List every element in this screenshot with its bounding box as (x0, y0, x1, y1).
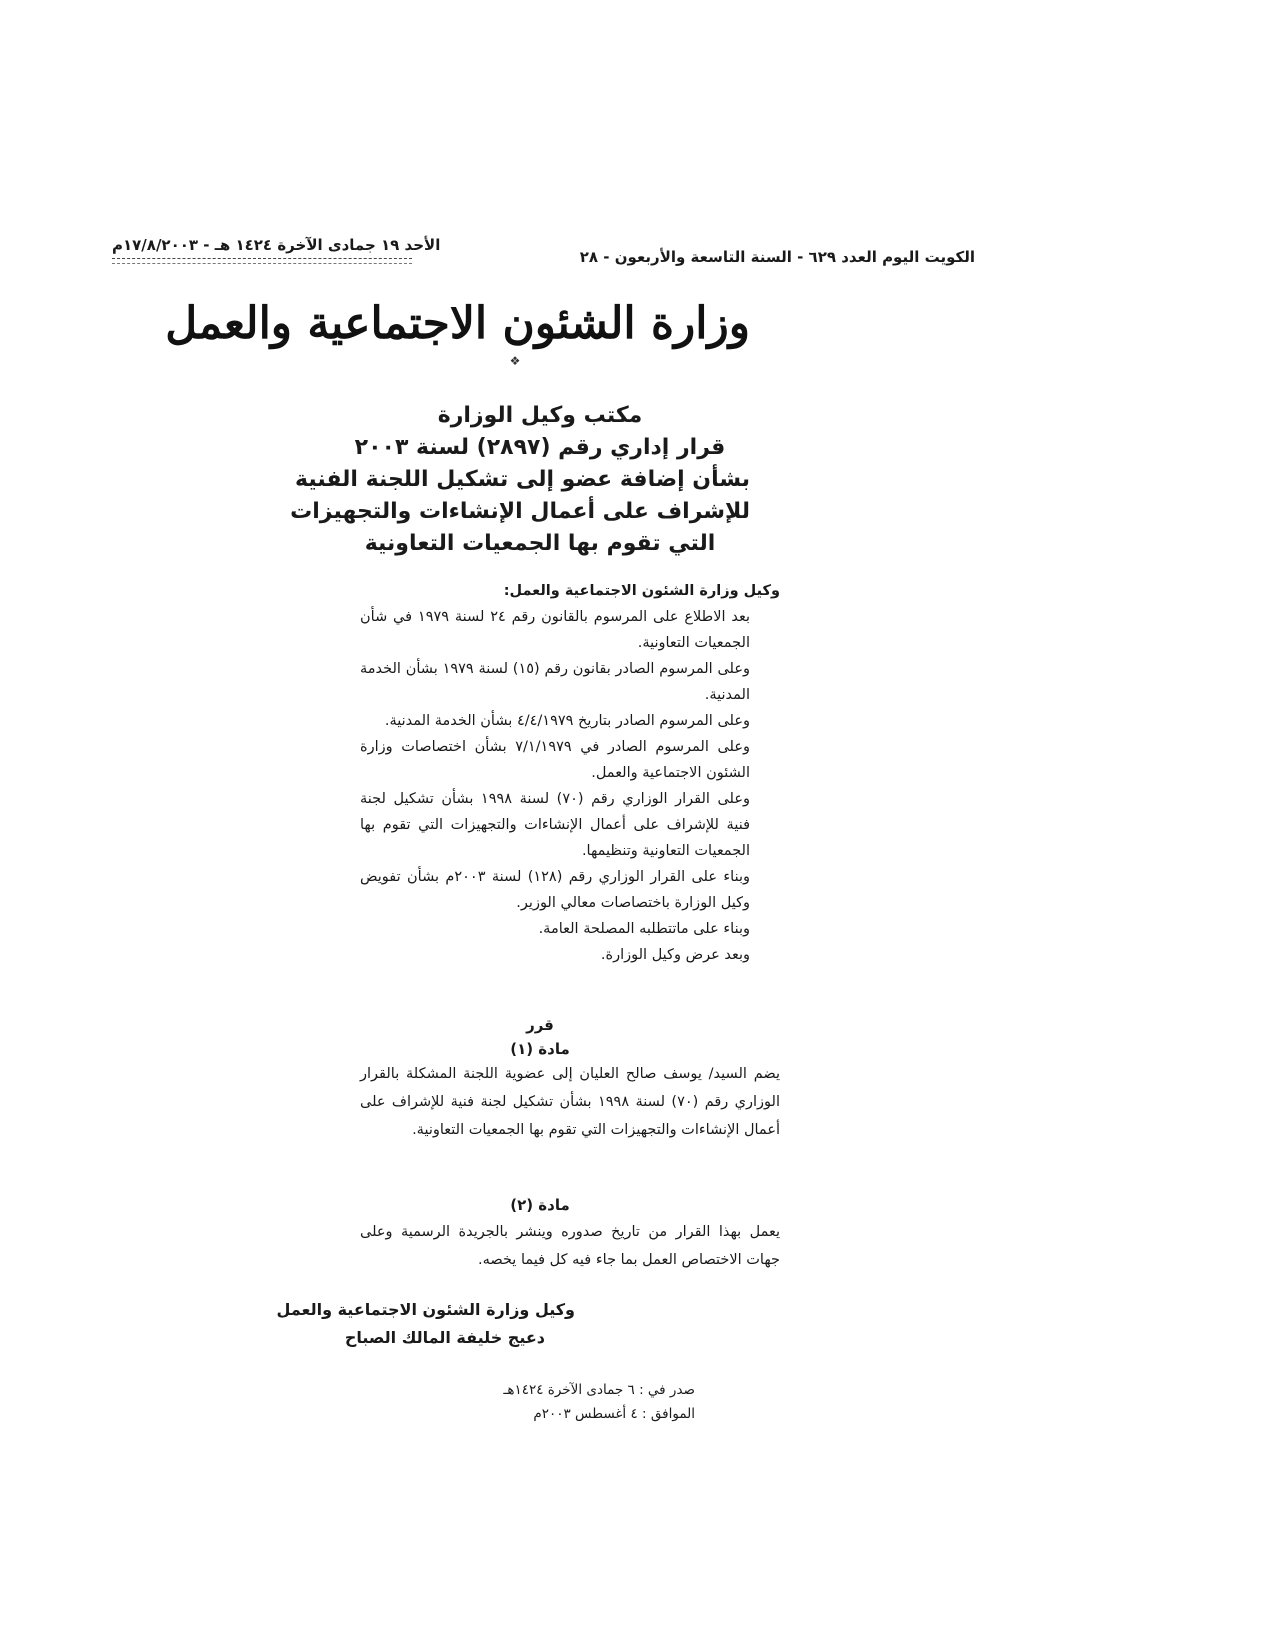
subject-line-1: بشأن إضافة عضو إلى تشكيل اللجنة الفنية (295, 467, 750, 492)
subject-line-2: للإشراف على أعمال الإنشاءات والتجهيزات (290, 499, 750, 524)
preamble-paragraph: وبعد عرض وكيل الوزارة. (600, 947, 750, 963)
preamble-lead: وكيل وزارة الشئون الاجتماعية والعمل: (503, 583, 780, 599)
preamble-paragraph: وعلى المرسوم الصادر في ٧/١/١٩٧٩ بشأن اختصاصات وزارة الشئون الاجتماعية والعمل. (360, 739, 750, 781)
preamble-paragraph: وبناء على القرار الوزاري رقم (١٢٨) لسنة ٢٠٠٣م بشأن تفويض وكيل الوزارة باختصاصات معالي الوزير. (360, 869, 750, 911)
header-issue-info: الكويت اليوم العدد ٦٢٩ - السنة التاسعة والأربعون - ٢٨ (579, 248, 975, 266)
signatory-title: وكيل وزارة الشئون الاجتماعية والعمل (276, 1300, 575, 1319)
ornament-icon: ❖ (509, 354, 521, 368)
article-2-text: يعمل بهذا القرار من تاريخ صدوره وينشر بالجريدة الرسمية وعلى جهات الاختصاص العمل بما جاء فيه كل فيما يخصه. (360, 1224, 780, 1268)
header-date: الأحد ١٩ جمادى الآخرة ١٤٢٤ هـ - ١٧/٨/٢٠٠٣م (112, 236, 441, 254)
decided-heading: قرر (526, 1016, 554, 1034)
issued-gregorian-date: الموافق : ٤ أغسطس ٢٠٠٣م (533, 1406, 695, 1422)
signature-block (275, 1296, 575, 1352)
article-1-heading: مادة (١) (510, 1040, 570, 1058)
subject-line-3: التي تقوم بها الجمعيات التعاونية (364, 531, 716, 556)
signatory-name: دعيج خليفة المالك الصباح (344, 1328, 545, 1347)
office-name: مكتب وكيل الوزارة (437, 403, 643, 428)
article-2-heading: مادة (٢) (510, 1196, 570, 1214)
header-divider-secondary (112, 263, 412, 264)
preamble-paragraph: وبناء على ماتتطلبه المصلحة العامة. (538, 921, 750, 937)
preamble (360, 578, 780, 968)
decree-title (290, 400, 750, 560)
issued-hijri-date: صدر في : ٦ جمادى الآخرة ١٤٢٤هـ (503, 1382, 695, 1398)
decree-number: قرار إداري رقم (٢٨٩٧) لسنة ٢٠٠٣ (354, 435, 726, 460)
preamble-paragraph: وعلى القرار الوزاري رقم (٧٠) لسنة ١٩٩٨ بشأن تشكيل لجنة فنية للإشراف على أعمال الإنشاءات والتجهيزات التي تقوم بها الجمعيات التعاونية وتنظيمها. (360, 791, 750, 859)
ministry-name: وزارة الشئون الاجتماعية والعمل (165, 298, 750, 349)
preamble-paragraph: وعلى المرسوم الصادر بقانون رقم (١٥) لسنة ١٩٧٩ بشأن الخدمة المدنية. (360, 661, 750, 703)
preamble-paragraph: وعلى المرسوم الصادر بتاريخ ٤/٤/١٩٧٩ بشأن الخدمة المدنية. (384, 713, 750, 729)
article-1-text: يضم السيد/ يوسف صالح العليان إلى عضوية اللجنة المشكلة بالقرار الوزاري رقم (٧٠) لسنة ١٩٩٨ بشأن تشكيل لجنة فنية للإشراف على أعمال الإنشاءات والتجهيزات التي تقوم بها الجمعيات التعاونية. (360, 1066, 780, 1138)
issue-dates (375, 1378, 695, 1426)
header-divider (112, 258, 412, 259)
preamble-paragraph: بعد الاطلاع على المرسوم بالقانون رقم ٢٤ لسنة ١٩٧٩ في شأن الجمعيات التعاونية. (360, 609, 750, 651)
